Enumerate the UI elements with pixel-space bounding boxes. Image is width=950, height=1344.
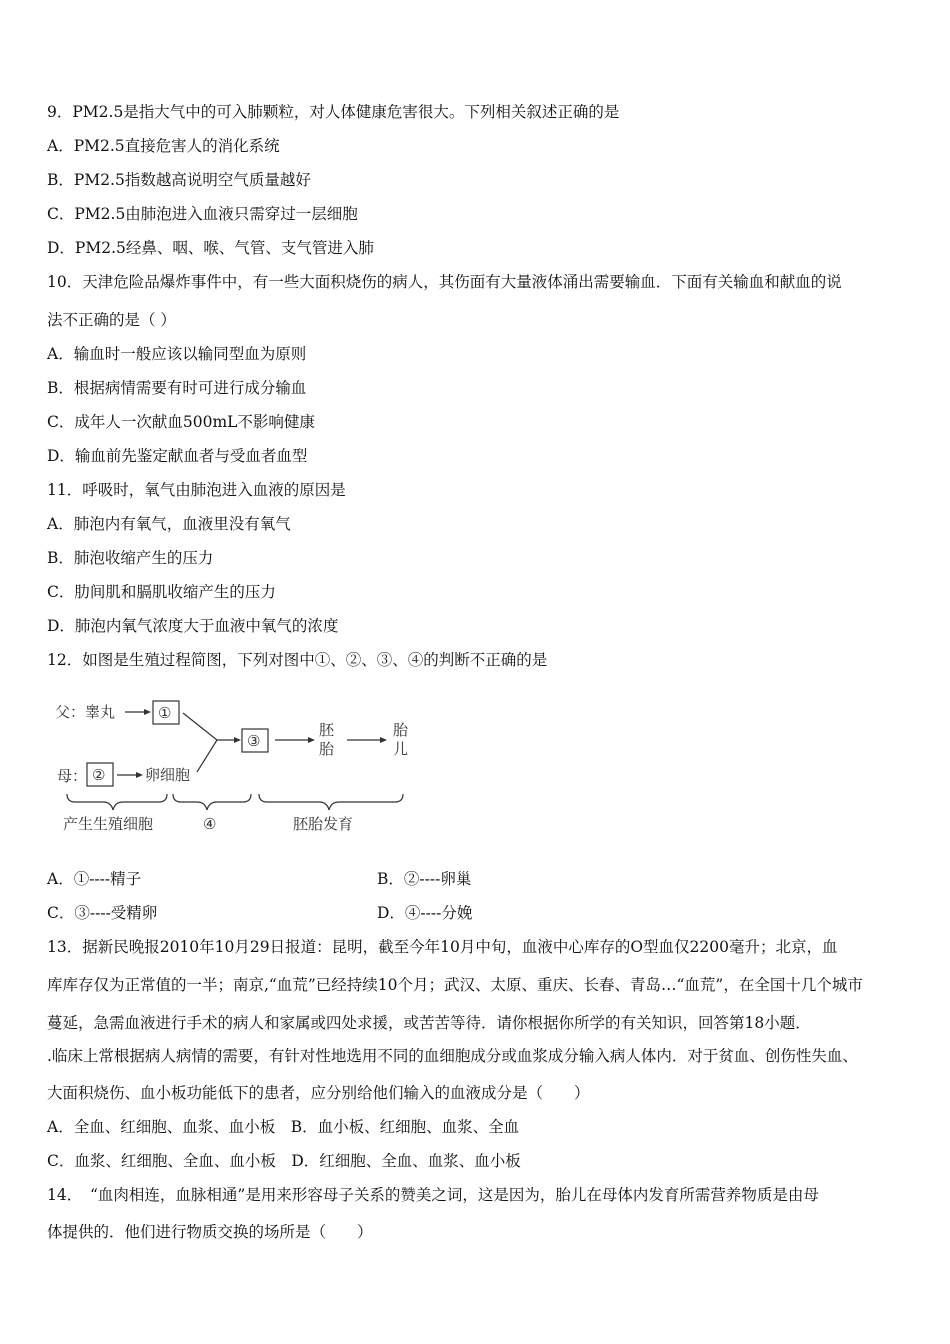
q9-option-b: B．PM2.5指数越高说明空气质量越好 — [47, 171, 311, 189]
q13-stem-line3: 蔓延，急需血液进行手术的病人和家属或四处求援，或苦苦等待．请你根据你所学的有关知识，回答第18小题． — [47, 1014, 811, 1032]
q12-stem: 12．如图是生殖过程简图，下列对图中①、②、③、④的判断不正确的是 — [47, 651, 548, 669]
embryo-top: 胚 — [319, 721, 335, 739]
q9-option-d: D．PM2.5经鼻、咽、喉、气管、支气管进入肺 — [47, 239, 374, 257]
q10-stem-line1: 10．天津危险品爆炸事件中，有一些大面积烧伤的病人，其伤面有大量液体涌出需要输血．下面有关输血和献血的说 — [47, 273, 842, 291]
label-gamete: 产生生殖细胞 — [63, 815, 154, 833]
arrowhead — [144, 709, 151, 715]
arrowhead — [308, 737, 315, 743]
q11-option-a: A．肺泡内有氧气，血液里没有氧气 — [47, 515, 291, 533]
arrowhead — [234, 737, 241, 743]
q9-option-a: A．PM2.5直接危害人的消化系统 — [47, 137, 280, 155]
arrowhead — [380, 737, 387, 743]
brace-4 — [173, 794, 251, 810]
q14-stem-line1: 14． “血肉相连，血脉相通”是用来形容母子关系的赞美之词，这是因为，胎儿在母体内发育所需营养物质是由母 — [47, 1186, 819, 1204]
q13-stem-line2: 库库存仅为正常值的一半；南京,“血荒”已经持续10个月；武汉、太原、重庆、长春、青岛…“血荒”，在全国十几个城市 — [47, 976, 863, 994]
label-4: ④ — [203, 815, 217, 833]
q10-option-a: A．输血时一般应该以输同型血为原则 — [47, 345, 307, 363]
q9-option-c: C．PM2.5由肺泡进入血液只需穿过一层细胞 — [47, 205, 358, 223]
arrowhead — [136, 772, 143, 778]
box-3-label: ③ — [247, 732, 261, 750]
q11-option-b: B．肺泡收缩产生的压力 — [47, 549, 214, 567]
reproduction-diagram — [47, 690, 427, 840]
box-2-label: ② — [92, 766, 106, 784]
q12-option-a: A．①----精子 — [47, 870, 142, 888]
fetus-bottom: 儿 — [393, 740, 409, 758]
q11-option-c: C．肋间肌和膈肌收缩产生的压力 — [47, 583, 276, 601]
label-development: 胚胎发育 — [293, 815, 354, 833]
egg-label: 卵细胞 — [145, 766, 191, 784]
q12-option-d: D．④----分娩 — [377, 904, 473, 922]
q11-option-d: D．肺泡内氧气浓度大于血液中氧气的浓度 — [47, 617, 339, 635]
q13-options-line2: C．血浆、红细胞、全血、血小板 D．红细胞、全血、血浆、血小板 — [47, 1152, 521, 1170]
q10-stem-line2: 法不正确的是（ ） — [47, 311, 176, 329]
q12-option-c: C．③----受精卵 — [47, 904, 158, 922]
embryo-bottom: 胎 — [319, 740, 335, 758]
line-1-to-3 — [183, 713, 217, 740]
q9-stem: 9．PM2.5是指大气中的可入肺颗粒，对人体健康危害很大。下列相关叙述正确的是 — [47, 103, 620, 121]
q13-stem-line4: .临床上常根据病人病情的需要，有针对性地选用不同的血细胞成分或血浆成分输入病人体内．对于贫血、创伤性失血、 — [47, 1047, 858, 1065]
mother-label: 母： — [57, 767, 88, 785]
line-egg-to-3 — [197, 740, 217, 772]
q10-option-c: C．成年人一次献血500mL不影响健康 — [47, 413, 315, 431]
fetus-top: 胎 — [393, 721, 409, 739]
father-label: 父：睾丸 — [55, 703, 116, 721]
q10-option-b: B．根据病情需要有时可进行成分输血 — [47, 379, 307, 397]
q12-option-b: B．②----卵巢 — [377, 870, 472, 888]
q14-stem-line2: 体提供的．他们进行物质交换的场所是（ ） — [47, 1223, 373, 1241]
q13-stem-line5: 大面积烧伤、血小板功能低下的患者，应分别给他们输入的血液成分是（ ） — [47, 1084, 590, 1102]
q13-options-line1: A．全血、红细胞、血浆、血小板 B．血小板、红细胞、血浆、全血 — [47, 1118, 520, 1136]
box-1-label: ① — [158, 704, 172, 722]
brace-gamete — [67, 794, 167, 810]
q13-stem-line1: 13．据新民晚报2010年10月29日报道：昆明，截至今年10月中旬，血液中心库存的O型血仅2200毫升；北京，血 — [47, 938, 838, 956]
brace-development — [259, 794, 403, 810]
q10-option-d: D．输血前先鉴定献血者与受血者血型 — [47, 447, 308, 465]
q11-stem: 11．呼吸时，氧气由肺泡进入血液的原因是 — [47, 481, 346, 499]
